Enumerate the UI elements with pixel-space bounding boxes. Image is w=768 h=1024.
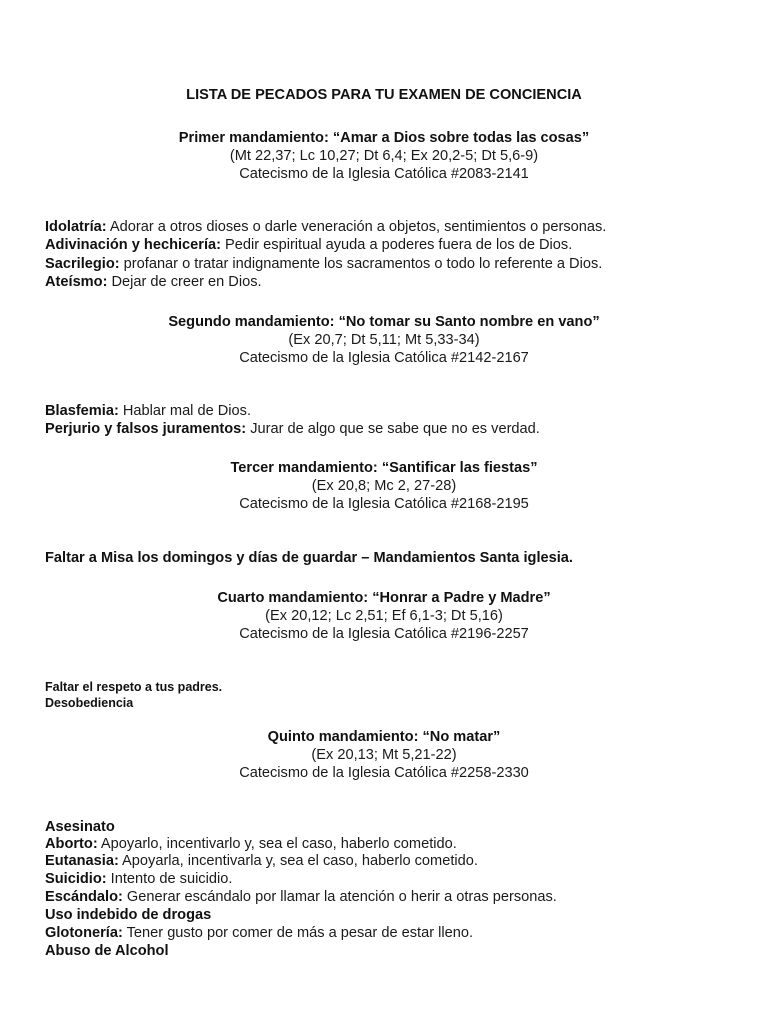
sin-item	[45, 888, 557, 906]
document-title: LISTA DE PECADOS PARA TU EXAMEN DE CONCIENCIA	[186, 87, 582, 103]
sin-description: Intento de suicidio.	[106, 871, 233, 887]
commandment-1-refs: (Mt 22,37; Lc 10,27; Dt 6,4; Ex 20,2-5; Dt 5,6-9)	[229, 148, 539, 164]
sin-item	[45, 402, 251, 420]
sin-item	[45, 906, 211, 924]
sin-term: Idolatría:	[45, 219, 107, 235]
sin-term: Eutanasia:	[45, 853, 119, 869]
commandment-2-heading: Segundo mandamiento: “No tomar su Santo nombre en vano”	[168, 314, 600, 330]
commandment-2-refs: (Ex 20,7; Dt 5,11; Mt 5,33-34)	[288, 332, 480, 348]
sin-description: Apoyarlo, incentivarlo y, sea el caso, haberlo cometido.	[97, 836, 457, 852]
sin-term: Blasfemia:	[45, 403, 119, 419]
sin-item	[45, 549, 573, 567]
sin-item	[45, 236, 572, 254]
sin-term: Uso indebido de drogas	[45, 907, 212, 923]
sin-term: Aborto:	[45, 836, 98, 852]
sin-description: Hablar mal de Dios.	[118, 403, 252, 419]
sin-item	[45, 255, 602, 273]
commandment-5-refs: (Ex 20,13; Mt 5,21-22)	[311, 747, 457, 763]
sin-term: Sacrilegio:	[45, 256, 120, 272]
sin-term: Desobediencia	[45, 696, 134, 710]
sin-term: Perjurio y falsos juramentos:	[45, 421, 247, 437]
sin-term: Faltar el respeto a tus padres.	[45, 680, 223, 694]
commandment-4-heading: Cuarto mandamiento: “Honrar a Padre y Madre”	[217, 590, 551, 606]
sin-item	[45, 942, 169, 960]
sin-description: Adorar a otros dioses o darle veneración a objetos, sentimientos o personas.	[106, 219, 607, 235]
sin-term: Suicidio:	[45, 871, 107, 887]
commandment-3-refs: (Ex 20,8; Mc 2, 27-28)	[311, 478, 457, 494]
sin-term: Faltar a Misa los domingos y días de guardar – Mandamientos Santa iglesia.	[45, 550, 573, 566]
commandment-5-catechism: Catecismo de la Iglesia Católica #2258-2330	[239, 765, 529, 781]
commandment-3-catechism: Catecismo de la Iglesia Católica #2168-2195	[239, 496, 529, 512]
sin-item	[45, 818, 115, 836]
sin-term: Asesinato	[45, 819, 115, 835]
commandment-2-catechism: Catecismo de la Iglesia Católica #2142-2167	[239, 350, 529, 366]
sin-description: Generar escándalo por llamar la atención o herir a otras personas.	[122, 889, 557, 905]
commandment-4-refs: (Ex 20,12; Lc 2,51; Ef 6,1-3; Dt 5,16)	[265, 608, 503, 624]
sin-item	[45, 852, 478, 870]
sin-description: Tener gusto por comer de más a pesar de estar lleno.	[122, 925, 474, 941]
sin-item	[45, 420, 540, 438]
sin-term: Adivinación y hechicería:	[45, 237, 221, 253]
sin-item	[45, 870, 232, 888]
commandment-3-heading: Tercer mandamiento: “Santificar las fiestas”	[230, 460, 538, 476]
sin-item	[45, 273, 262, 291]
sin-term: Abuso de Alcohol	[45, 943, 169, 959]
sin-term: Escándalo:	[45, 889, 123, 905]
commandment-4-catechism: Catecismo de la Iglesia Católica #2196-2257	[239, 626, 529, 642]
sin-item	[45, 679, 222, 695]
sin-item	[45, 218, 606, 236]
commandment-5-heading: Quinto mandamiento: “No matar”	[267, 729, 501, 745]
sin-description: Jurar de algo que se sabe que no es verdad.	[246, 421, 540, 437]
sin-description: profanar o tratar indignamente los sacramentos o todo lo referente a Dios.	[119, 256, 603, 272]
sin-item	[45, 695, 133, 711]
sin-item	[45, 924, 473, 942]
sin-term: Glotonería:	[45, 925, 123, 941]
commandment-1-heading: Primer mandamiento: “Amar a Dios sobre todas las cosas”	[178, 130, 590, 146]
sin-description: Pedir espiritual ayuda a poderes fuera de los de Dios.	[221, 237, 573, 253]
sin-item	[45, 835, 457, 853]
sin-term: Ateísmo:	[45, 274, 108, 290]
sin-description: Apoyarla, incentivarla y, sea el caso, haberlo cometido.	[118, 853, 478, 869]
sin-description: Dejar de creer en Dios.	[107, 274, 262, 290]
commandment-1-catechism: Catecismo de la Iglesia Católica #2083-2141	[239, 166, 529, 182]
